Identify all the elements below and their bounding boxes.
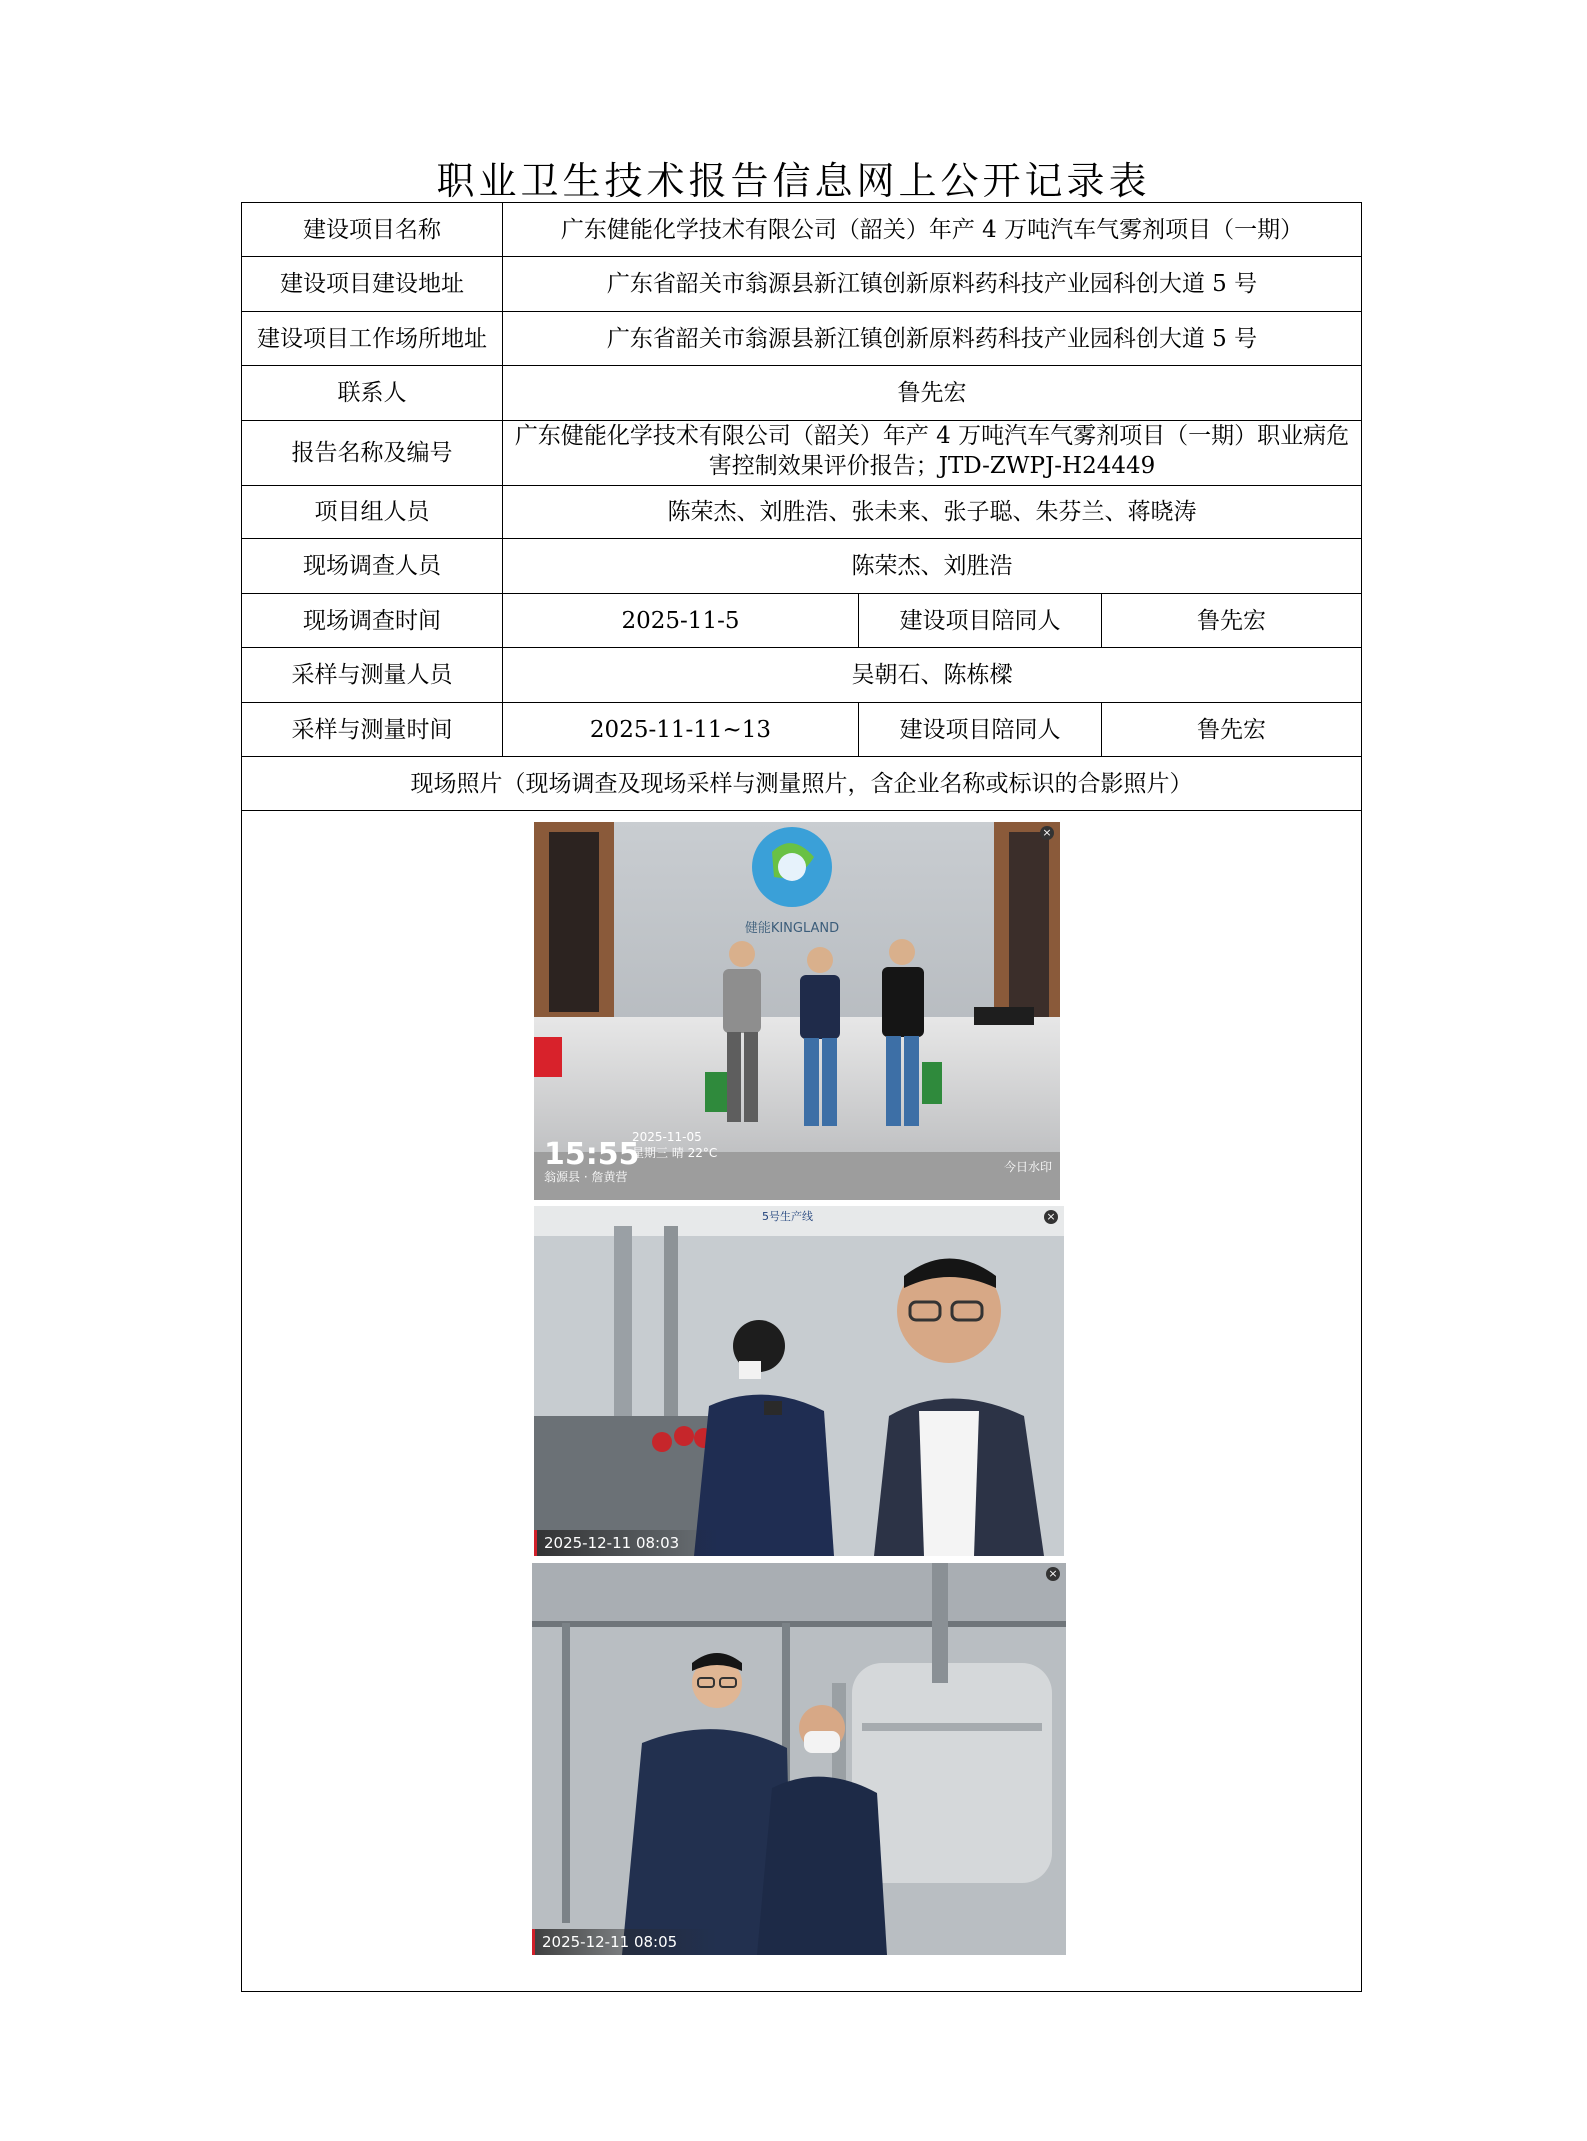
report-line-1: 广东健能化学技术有限公司（韶关）年产 4 万吨汽车气雾剂项目（一期）职业病危	[514, 423, 1350, 449]
photo-group-lobby	[534, 822, 1060, 1200]
record-table	[241, 202, 1362, 1992]
watermark-weather: 星期三 晴 22°C	[632, 1146, 718, 1160]
photo-sampling-worker-image	[534, 1206, 1064, 1556]
value-survey-staff: 陈荣杰、刘胜浩	[503, 539, 1362, 594]
label-survey-staff: 现场调查人员	[242, 539, 503, 594]
label-report: 报告名称及编号	[242, 421, 503, 486]
row-photos-header	[242, 757, 1362, 811]
label-sampling-time: 采样与测量时间	[242, 703, 503, 757]
label-survey-escort: 建设项目陪同人	[859, 594, 1102, 648]
row-project-name	[242, 203, 1362, 257]
photos-header: 现场照片（现场调查及现场采样与测量照片，含企业名称或标识的合影照片）	[242, 757, 1362, 811]
label-project-name: 建设项目名称	[242, 203, 503, 257]
label-workplace-address: 建设项目工作场所地址	[242, 312, 503, 366]
label-sampling-staff: 采样与测量人员	[242, 648, 503, 703]
watermark-location: 翁源县 · 詹黄营	[544, 1170, 628, 1184]
row-sampling-time	[242, 703, 1362, 757]
photo-timestamp: 2025-12-11 08:03	[534, 1530, 719, 1556]
photo-timestamp: 2025-12-11 08:05	[532, 1929, 717, 1955]
value-sampling-escort: 鲁先宏	[1102, 703, 1362, 757]
label-project-address: 建设项目建设地址	[242, 257, 503, 312]
row-workplace-address	[242, 312, 1362, 366]
value-contact: 鲁先宏	[503, 366, 1362, 421]
report-line-2: 害控制效果评价报告；JTD-ZWPJ-H24449	[708, 453, 1156, 479]
value-sampling-time: 2025-11-11~13	[503, 703, 859, 757]
value-project-address: 广东省韶关市翁源县新江镇创新原料药科技产业园科创大道 5 号	[503, 257, 1362, 312]
value-workplace-address: 广东省韶关市翁源县新江镇创新原料药科技产业园科创大道 5 号	[503, 312, 1362, 366]
watermark-brand: 今日水印	[1003, 1160, 1052, 1174]
photo-workshop-pair-image	[532, 1563, 1066, 1955]
row-photos	[242, 811, 1362, 1992]
row-contact	[242, 366, 1362, 421]
row-survey-staff	[242, 539, 1362, 594]
row-survey-time	[242, 594, 1362, 648]
value-project-name: 广东健能化学技术有限公司（韶关）年产 4 万吨汽车气雾剂项目（一期）	[503, 203, 1362, 257]
label-team: 项目组人员	[242, 486, 503, 539]
row-sampling-staff	[242, 648, 1362, 703]
photo-sampling-worker	[534, 1206, 1064, 1556]
value-report	[503, 421, 1362, 486]
label-sampling-escort: 建设项目陪同人	[859, 703, 1102, 757]
line-sign: 5号生产线	[762, 1210, 813, 1223]
row-report	[242, 421, 1362, 486]
value-sampling-staff: 吴朝石、陈栋樑	[503, 648, 1362, 703]
photo-area	[242, 811, 1361, 1991]
watermark-time: 15:55	[544, 1137, 640, 1172]
page-title: 职业卫生技术报告信息网上公开记录表	[436, 159, 1151, 203]
value-survey-escort: 鲁先宏	[1102, 594, 1362, 648]
row-team	[242, 486, 1362, 539]
row-project-address	[242, 257, 1362, 312]
photo-workshop-pair	[532, 1563, 1066, 1955]
close-icon: ×	[1044, 1210, 1058, 1224]
value-survey-time: 2025-11-5	[503, 594, 859, 648]
photo-watermark	[534, 822, 1060, 1200]
value-team: 陈荣杰、刘胜浩、张未来、张子聪、朱芬兰、蒋晓涛	[503, 486, 1362, 539]
label-contact: 联系人	[242, 366, 503, 421]
watermark-date: 2025-11-05	[632, 1130, 702, 1144]
close-icon: ×	[1046, 1567, 1060, 1581]
close-icon: ×	[1040, 826, 1054, 840]
lobby-logo-text: 健能KINGLAND	[744, 921, 840, 936]
label-survey-time: 现场调查时间	[242, 594, 503, 648]
